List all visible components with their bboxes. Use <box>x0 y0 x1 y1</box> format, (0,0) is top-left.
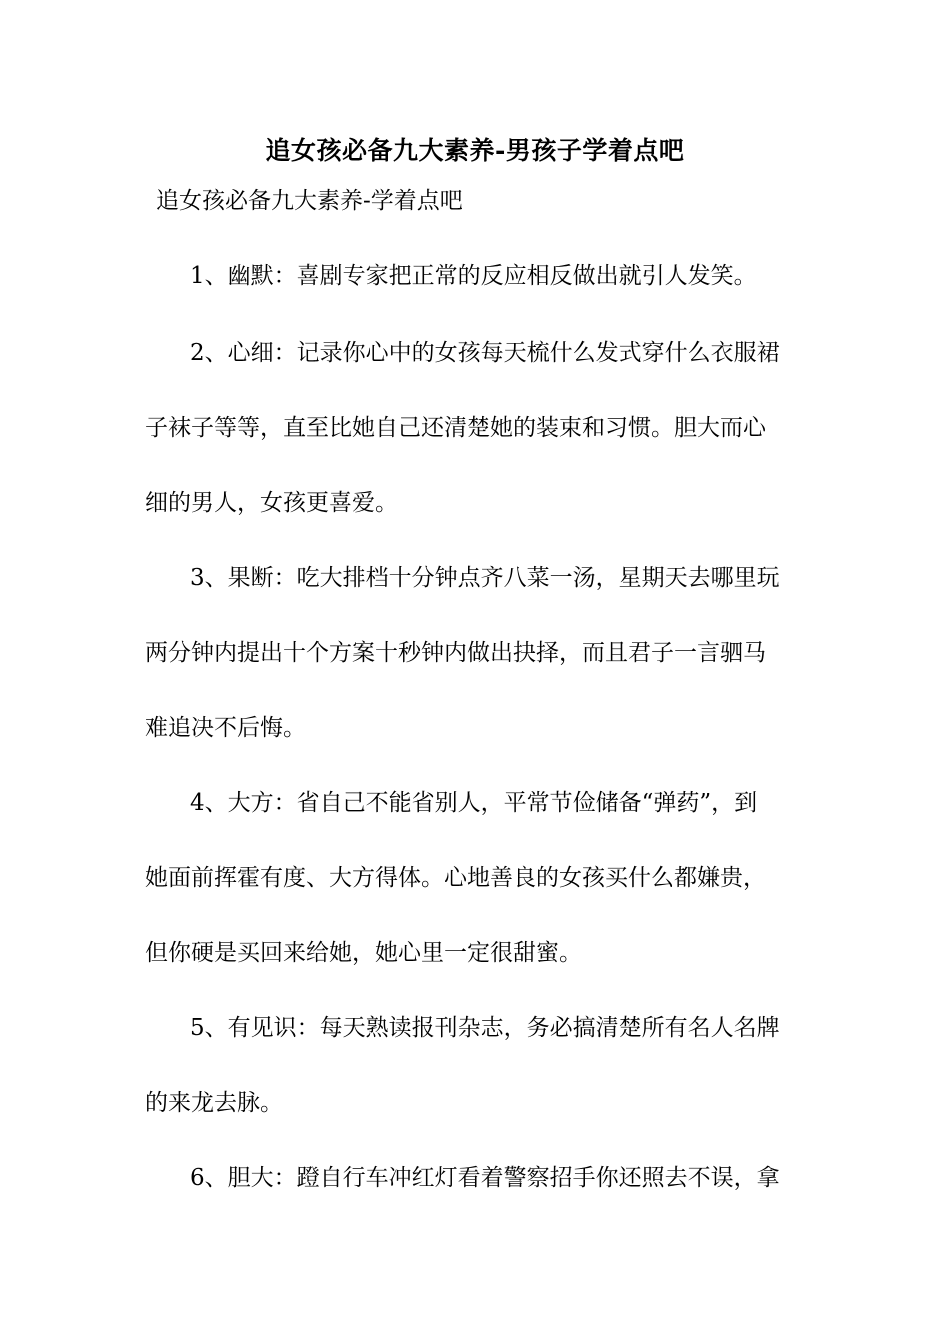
paragraph-line-knowledge-1: 5、有见识：每天熟读报刊杂志，务必搞清楚所有名人名牌 <box>190 1015 780 1041</box>
paragraph-line-generous-3: 但你硬是买回来给她，她心里一定很甜蜜。 <box>145 940 582 966</box>
paragraph-line-careful-3: 细的男人，女孩更喜爱。 <box>145 490 398 516</box>
paragraph-line-decisive-2: 两分钟内提出十个方案十秒钟内做出抉择，而且君子一言驷马 <box>145 640 766 666</box>
paragraph-line-generous-2: 她面前挥霍有度、大方得体。心地善良的女孩买什么都嫌贵， <box>145 865 766 891</box>
paragraph-line-generous-1: 4、大方：省自己不能省别人，平常节俭储备“弹药”，到 <box>190 790 758 816</box>
paragraph-line-decisive-1: 3、果断：吃大排档十分钟点齐八菜一汤，星期天去哪里玩 <box>190 565 780 591</box>
document-title: 追女孩必备九大素养-男孩子学着点吧 <box>265 136 685 165</box>
paragraph-line-careful-1: 2、心细：记录你心中的女孩每天梳什么发式穿什么衣服裙 <box>190 340 780 366</box>
paragraph-line-decisive-3: 难追决不后悔。 <box>145 715 306 741</box>
paragraph-line-careful-2: 子袜子等等，直至比她自己还清楚她的装束和习惯。胆大而心 <box>145 415 766 441</box>
document-subtitle: 追女孩必备九大素养-学着点吧 <box>156 188 463 214</box>
paragraph-line-humor: 1、幽默：喜剧专家把正常的反应相反做出就引人发笑。 <box>190 263 757 289</box>
paragraph-line-knowledge-2: 的来龙去脉。 <box>145 1090 283 1116</box>
paragraph-line-bold-1: 6、胆大：蹬自行车冲红灯看着警察招手你还照去不误，拿 <box>190 1165 780 1191</box>
